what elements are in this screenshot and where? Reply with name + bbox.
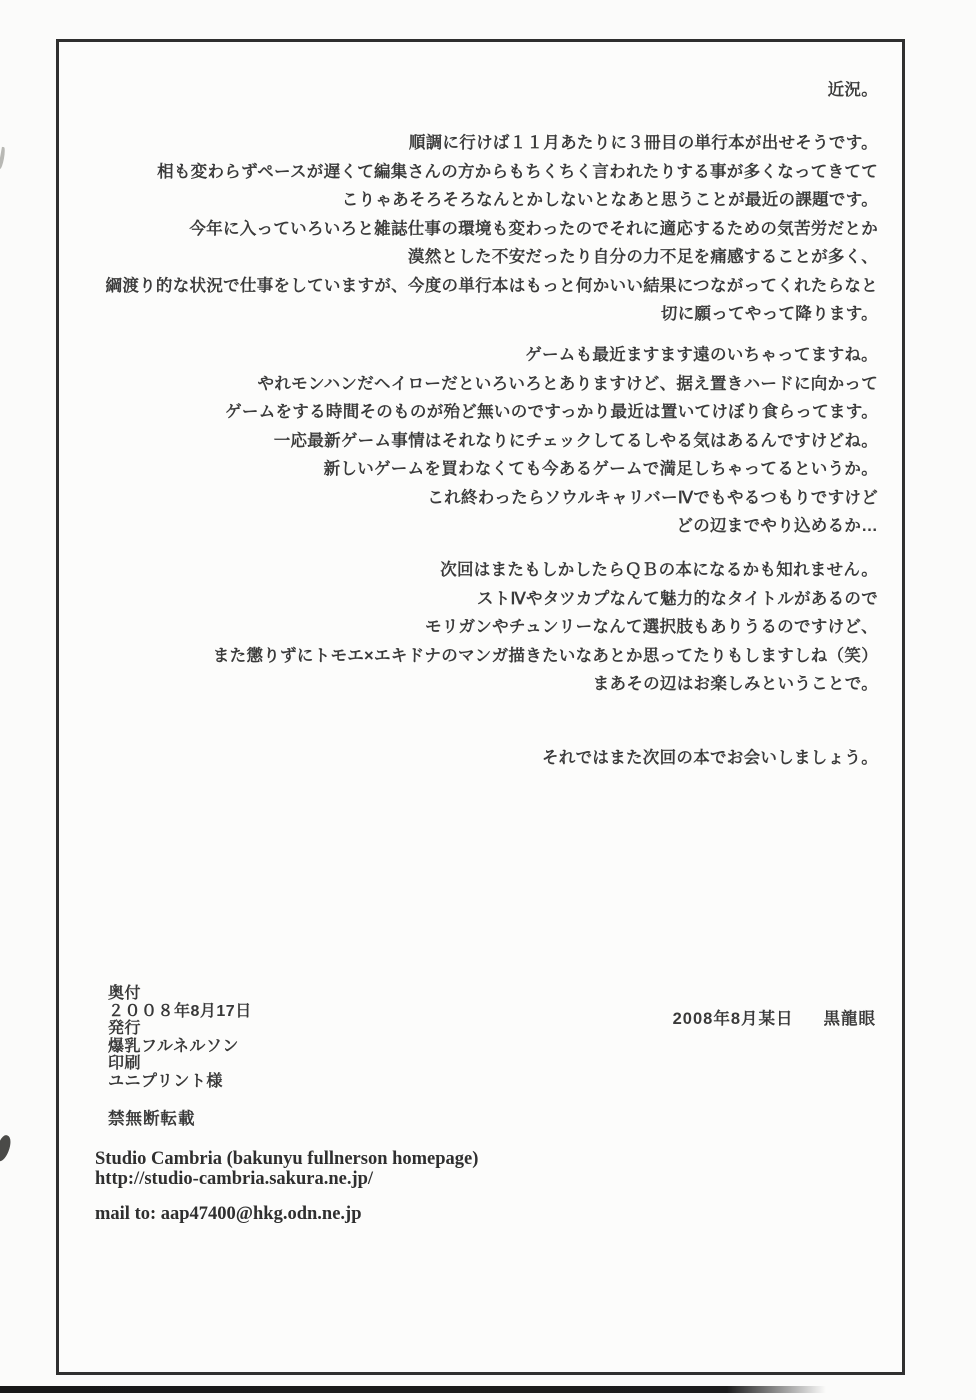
publication-date: 2008年8月某日 bbox=[672, 1010, 794, 1028]
paragraph-games bbox=[225, 341, 878, 541]
text-line: 順調に行けば１１月あたりに３冊目の単行本が出せそうです。 bbox=[408, 134, 878, 152]
text-line: 一応最新ゲーム事情はそれなりにチェックしてるしやる気はあるんですけどね。 bbox=[273, 431, 878, 450]
text-line: どの辺までやり込めるか… bbox=[676, 517, 878, 535]
studio-name: Studio Cambria (bakunyu fullnerson homepage) bbox=[95, 1149, 479, 1169]
text-line: 漠然とした不安だったり自分の力不足を痛感することが多く、 bbox=[407, 248, 878, 266]
closing-line: それではまた次回の本でお会いしましょう。 bbox=[542, 749, 878, 767]
text-line: こりゃあそろそろなんとかしないとなあと思うことが最近の課題です。 bbox=[341, 191, 878, 209]
text-line: 切に願ってやって降ります。 bbox=[660, 305, 878, 323]
scan-artifact-blob bbox=[0, 1134, 14, 1164]
text-line: 爆乳フルネルソン bbox=[108, 1037, 239, 1055]
contact-email: mail to: aap47400@hkg.odn.ne.jp bbox=[95, 1204, 362, 1224]
reprint-prohibition-notice: 禁無断転載 bbox=[108, 1110, 196, 1128]
text-line: 今年に入っていろいろと雑誌仕事の環境も変わったのでそれに適応するための気苦労だとか bbox=[189, 219, 878, 238]
colophon-publication-info bbox=[108, 985, 252, 1091]
studio-homepage-info bbox=[95, 1150, 478, 1189]
text-line: 相も変わらずペースが遅くて編集さんの方からもちくちく言われたりする事が多くなってきてて bbox=[157, 162, 878, 181]
text-line: 次回はまたもしかしたらＱＢの本になるかも知れません。 bbox=[440, 561, 878, 579]
text-line: ゲームをする時間そのものが殆ど無いのですっかり最近は置いてけぼり食らってます。 bbox=[225, 403, 878, 421]
author-name: 黒龍眼 bbox=[823, 1010, 876, 1028]
text-line: 発行 bbox=[108, 1020, 142, 1038]
date-and-signature bbox=[673, 1005, 876, 1029]
section-heading: 近況。 bbox=[827, 81, 878, 99]
text-line: ユニプリント様 bbox=[108, 1072, 223, 1090]
text-line: やれモンハンだヘイローだといろいろとありますけど、据え置きハードに向かって bbox=[257, 374, 878, 393]
scan-edge-bar bbox=[0, 1386, 826, 1393]
text-line: モリガンやチュンリーなんて選択肢もありうるのですけど、 bbox=[425, 618, 878, 636]
text-line: また懲りずにトモエ×エキドナのマンガ描きたいなあとか思ってたりもしますしね（笑） bbox=[212, 646, 878, 665]
text-line: ２００８年8月17日 bbox=[108, 1002, 252, 1020]
text-line: ストⅣやタツカプなんて魅力的なタイトルがあるので bbox=[476, 589, 878, 608]
text-line: 新しいゲームを買わなくても今あるゲームで満足しちゃってるというか。 bbox=[323, 460, 878, 478]
text-line: まあその辺はお楽しみということで。 bbox=[592, 675, 878, 693]
scan-artifact-mark bbox=[0, 147, 6, 169]
paragraph-next-book bbox=[213, 556, 878, 699]
text-line: 綱渡り的な状況で仕事をしていますが、今度の単行本はもっと何かいい結果につながってくれたらなと bbox=[105, 276, 878, 295]
text-line: 印刷 bbox=[108, 1055, 142, 1073]
text-line: これ終わったらソウルキャリバーⅣでもやるつもりですけど bbox=[427, 488, 878, 507]
homepage-url: http://studio-cambria.sakura.ne.jp/ bbox=[95, 1168, 374, 1189]
paragraph-status-update bbox=[106, 129, 878, 329]
text-line: 奥付 bbox=[108, 985, 142, 1002]
text-line: ゲームも最近ますます遠のいちゃってますね。 bbox=[525, 346, 878, 364]
